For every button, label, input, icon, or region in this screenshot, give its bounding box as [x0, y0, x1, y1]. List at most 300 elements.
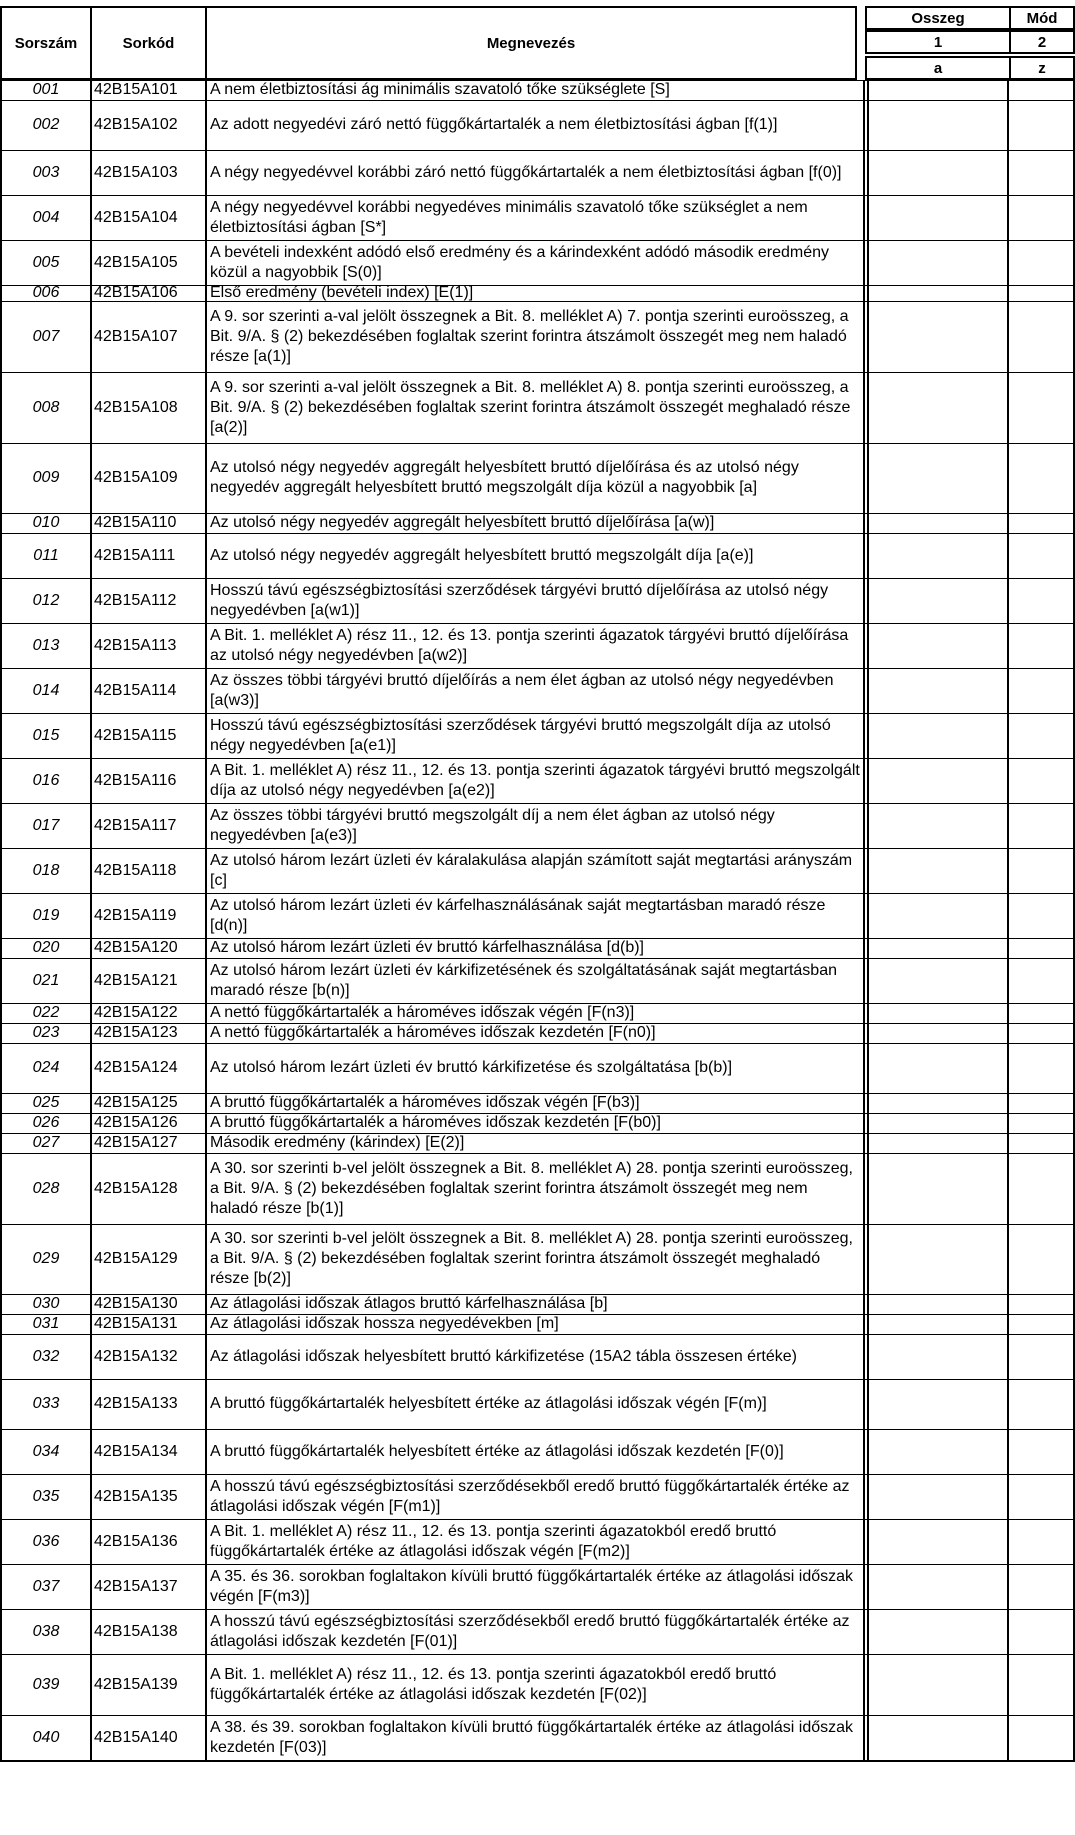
row-description: [207, 958, 865, 1003]
row-description: [207, 1153, 865, 1224]
row-divider: [0, 513, 1075, 514]
row-divider: [0, 195, 1075, 196]
row-mod-cell[interactable]: [1009, 623, 1075, 668]
row-description-text: A bruttó függőkártartalék a hároméves időszak kezdetén [F(b0)]: [210, 1114, 661, 1131]
row-mod-cell[interactable]: [1009, 150, 1075, 195]
row-description-text: A 38. és 39. sorokban foglaltakon kívüli bruttó függőkártartalék értéke az átlagolási időszak kezdetén [F(03)]: [210, 1718, 854, 1756]
row-description: [207, 623, 865, 668]
row-divider: [0, 668, 1075, 669]
row-description: [207, 1715, 865, 1760]
row-description-text: Az adott negyedévi záró nettó függőkártartalék a nem életbiztosítási ágban [f(1)]: [210, 116, 778, 133]
table-row: [0, 958, 1075, 1003]
row-osszeg-cell[interactable]: [867, 1294, 1009, 1314]
row-divider: [0, 1715, 1075, 1716]
row-code: 42B15A139: [92, 1654, 207, 1715]
table-row: [0, 938, 1075, 958]
row-description-text: A hosszú távú egészségbiztosítási szerződésekből eredő bruttó függőkártartalék értéke az átlagolási időszak végén [F(m1)]: [210, 1477, 850, 1515]
row-description: [207, 713, 865, 758]
row-code: 42B15A112: [92, 578, 207, 623]
row-number: 038: [0, 1609, 92, 1654]
row-description-text: A Bit. 1. melléklet A) rész 11., 12. és 13. pontja szerinti ágazatok tárgyévi bruttó díjelőírása az utolsó négy negyedévben [a(w2)]: [210, 626, 849, 664]
row-osszeg-cell[interactable]: [867, 1113, 1009, 1133]
row-mod-cell[interactable]: [1009, 1043, 1075, 1093]
row-osszeg-cell[interactable]: [867, 668, 1009, 713]
row-description-text: Az utolsó három lezárt üzleti év káralakulása alapján számított saját megtartási arányszám [c]: [210, 851, 853, 889]
row-mod-cell[interactable]: [1009, 1093, 1075, 1113]
table-row: [0, 372, 1075, 443]
row-divider: [0, 623, 1075, 624]
row-divider: [0, 713, 1075, 714]
row-number: 032: [0, 1334, 92, 1379]
row-description-text: A nettó függőkártartalék a hároméves időszak végén [F(n3)]: [210, 1004, 635, 1021]
row-code: 42B15A101: [92, 80, 207, 100]
row-number: 012: [0, 578, 92, 623]
row-number: 031: [0, 1314, 92, 1334]
table-row: [0, 1043, 1075, 1093]
row-description-text: Az átlagolási időszak helyesbített bruttó kárkifizetése (15A2 tábla összesen értéke): [210, 1347, 797, 1365]
row-description: [207, 1093, 865, 1113]
row-mod-cell[interactable]: [1009, 578, 1075, 623]
table-row: [0, 1334, 1075, 1379]
row-mod-cell[interactable]: [1009, 1379, 1075, 1429]
row-description-text: Az utolsó négy negyedév aggregált helyesbített bruttó megszolgált díja [a(e)]: [210, 546, 754, 564]
table-row: [0, 1133, 1075, 1153]
header-osszeg-num: 1: [865, 30, 1011, 54]
row-osszeg-cell[interactable]: [867, 938, 1009, 958]
row-mod-cell[interactable]: [1009, 758, 1075, 803]
row-mod-cell[interactable]: [1009, 443, 1075, 513]
row-code: 42B15A108: [92, 372, 207, 443]
table-row: [0, 1093, 1075, 1113]
row-description: [207, 1133, 865, 1153]
row-number: 039: [0, 1654, 92, 1715]
row-code: 42B15A113: [92, 623, 207, 668]
table-row: [0, 578, 1075, 623]
row-description: [207, 1564, 865, 1609]
row-divider: [0, 372, 1075, 373]
row-number: 002: [0, 100, 92, 150]
row-mod-cell[interactable]: [1009, 848, 1075, 893]
row-description: [207, 578, 865, 623]
table-row: [0, 443, 1075, 513]
row-description-text: Az utolsó három lezárt üzleti év bruttó kárfelhasználása [d(b)]: [210, 939, 644, 956]
row-description: [207, 668, 865, 713]
row-mod-cell[interactable]: [1009, 1564, 1075, 1609]
row-code: 42B15A104: [92, 195, 207, 240]
row-description-text: A nem életbiztosítási ág minimális szavatoló tőke szükséglete [S]: [210, 81, 670, 98]
row-code: 42B15A138: [92, 1609, 207, 1654]
row-description: [207, 938, 865, 958]
row-osszeg-cell[interactable]: [867, 513, 1009, 533]
row-mod-cell[interactable]: [1009, 513, 1075, 533]
row-mod-cell[interactable]: [1009, 1023, 1075, 1043]
row-code: 42B15A105: [92, 240, 207, 285]
row-number: 016: [0, 758, 92, 803]
table-row: [0, 1023, 1075, 1043]
row-mod-cell[interactable]: [1009, 938, 1075, 958]
row-description: [207, 1474, 865, 1519]
row-description: [207, 1003, 865, 1023]
row-description-text: A Bit. 1. melléklet A) rész 11., 12. és 13. pontja szerinti ágazatokból eredő bruttó függőkártartalék értéke az átlagolási időszak végén [F(m2)]: [210, 1522, 777, 1560]
row-divider: [0, 301, 1075, 302]
row-number: 020: [0, 938, 92, 958]
table-row: [0, 1519, 1075, 1564]
row-number: 006: [0, 285, 92, 301]
row-divider: [0, 1133, 1075, 1134]
row-mod-cell[interactable]: [1009, 713, 1075, 758]
row-mod-cell[interactable]: [1009, 80, 1075, 100]
row-osszeg-cell[interactable]: [867, 958, 1009, 1003]
row-mod-cell[interactable]: [1009, 1334, 1075, 1379]
row-description-text: A 35. és 36. sorokban foglaltakon kívüli bruttó függőkártartalék értéke az átlagolási időszak végén [F(m3)]: [210, 1567, 854, 1605]
row-divider: [0, 893, 1075, 894]
row-description: [207, 1654, 865, 1715]
row-code: 42B15A110: [92, 513, 207, 533]
row-mod-cell[interactable]: [1009, 668, 1075, 713]
table-row: [0, 803, 1075, 848]
row-number: 018: [0, 848, 92, 893]
row-code: 42B15A122: [92, 1003, 207, 1023]
row-number: 009: [0, 443, 92, 513]
row-osszeg-cell[interactable]: [867, 893, 1009, 938]
row-mod-cell[interactable]: [1009, 893, 1075, 938]
row-number: 005: [0, 240, 92, 285]
row-divider: [0, 1654, 1075, 1655]
row-osszeg-cell[interactable]: [867, 578, 1009, 623]
row-description: [207, 1314, 865, 1334]
row-description-text: A négy negyedévvel korábbi negyedéves minimális szavatoló tőke szükséglet a nem életbiztosítási ágban [S*]: [210, 198, 808, 236]
row-mod-cell[interactable]: [1009, 1654, 1075, 1715]
row-osszeg-cell[interactable]: [867, 713, 1009, 758]
row-description: [207, 803, 865, 848]
row-code: 42B15A103: [92, 150, 207, 195]
header-sorszam: Sorszám: [0, 6, 92, 80]
row-code: 42B15A120: [92, 938, 207, 958]
row-code: 42B15A116: [92, 758, 207, 803]
table-row: [0, 1153, 1075, 1224]
row-osszeg-cell[interactable]: [867, 240, 1009, 285]
row-description: [207, 1043, 865, 1093]
table-row: [0, 1003, 1075, 1023]
row-description: [207, 1519, 865, 1564]
table-row: [0, 848, 1075, 893]
row-description-text: A 30. sor szerinti b-vel jelölt összegnek a Bit. 8. melléklet A) 28. pontja szerinti euroösszeg, a Bit. 9/A. § (2) bekezdésében foglaltak szerint forintra átszámolt összegét meghaladó része [b(2)]: [210, 1230, 853, 1287]
row-mod-cell[interactable]: [1009, 1153, 1075, 1224]
row-osszeg-cell[interactable]: [867, 803, 1009, 848]
row-mod-cell[interactable]: [1009, 803, 1075, 848]
row-osszeg-cell[interactable]: [867, 623, 1009, 668]
row-osszeg-cell[interactable]: [867, 100, 1009, 150]
row-code: 42B15A129: [92, 1224, 207, 1294]
row-mod-cell[interactable]: [1009, 285, 1075, 301]
row-code: 42B15A109: [92, 443, 207, 513]
row-description-text: A négy negyedévvel korábbi záró nettó függőkártartalék a nem életbiztosítási ágban [f(0)]: [210, 163, 842, 181]
row-description-text: A Bit. 1. melléklet A) rész 11., 12. és 13. pontja szerinti ágazatok tárgyévi bruttó megszolgált díja az utolsó négy negyedévben [a(e2)]: [210, 761, 860, 799]
table-row: [0, 195, 1075, 240]
row-osszeg-cell[interactable]: [867, 1043, 1009, 1093]
table-row: [0, 533, 1075, 578]
row-code: 42B15A111: [92, 533, 207, 578]
table-row: [0, 301, 1075, 372]
row-number: 029: [0, 1224, 92, 1294]
row-osszeg-cell[interactable]: [867, 301, 1009, 372]
row-description: [207, 195, 865, 240]
row-description-text: A 30. sor szerinti b-vel jelölt összegnek a Bit. 8. melléklet A) 28. pontja szerinti euroösszeg, a Bit. 9/A. § (2) bekezdésében foglaltak szerint forintra átszámolt összegét meg nem haladó része [b(1)]: [210, 1159, 853, 1217]
row-description: [207, 80, 865, 100]
row-number: 024: [0, 1043, 92, 1093]
row-code: 42B15A102: [92, 100, 207, 150]
row-number: 035: [0, 1474, 92, 1519]
row-divider: [0, 1294, 1075, 1295]
row-code: 42B15A118: [92, 848, 207, 893]
row-description-text: A nettó függőkártartalék a hároméves időszak kezdetén [F(n0)]: [210, 1024, 656, 1041]
table-row: [0, 1113, 1075, 1133]
row-code: 42B15A115: [92, 713, 207, 758]
row-description-text: A bruttó függőkártartalék helyesbített értéke az átlagolási időszak kezdetén [F(0)]: [210, 1442, 784, 1460]
row-divider: [0, 1519, 1075, 1520]
table-row: [0, 623, 1075, 668]
row-mod-cell[interactable]: [1009, 1474, 1075, 1519]
row-number: 021: [0, 958, 92, 1003]
row-description: [207, 1023, 865, 1043]
row-osszeg-cell[interactable]: [867, 150, 1009, 195]
table-row: [0, 240, 1075, 285]
row-divider: [0, 240, 1075, 241]
row-divider: [0, 938, 1075, 939]
row-number: 014: [0, 668, 92, 713]
table-header: [0, 0, 1075, 80]
table-row: [0, 668, 1075, 713]
row-osszeg-cell[interactable]: [867, 1003, 1009, 1023]
row-number: 003: [0, 150, 92, 195]
row-osszeg-cell[interactable]: [867, 848, 1009, 893]
row-osszeg-cell[interactable]: [867, 1153, 1009, 1224]
row-osszeg-cell[interactable]: [867, 372, 1009, 443]
row-description: [207, 513, 865, 533]
row-mod-cell[interactable]: [1009, 1224, 1075, 1294]
header-osszeg: Osszeg: [865, 6, 1011, 30]
row-divider: [0, 758, 1075, 759]
row-divider: [0, 285, 1075, 286]
row-description-text: Hosszú távú egészségbiztosítási szerződések tárgyévi bruttó megszolgált díja az utolsó négy negyedévben [a(e1)]: [210, 716, 831, 754]
row-mod-cell[interactable]: [1009, 1314, 1075, 1334]
row-mod-cell[interactable]: [1009, 1519, 1075, 1564]
row-number: 015: [0, 713, 92, 758]
row-divider: [0, 1314, 1075, 1315]
row-description-text: Második eredmény (kárindex) [E(2)]: [210, 1134, 465, 1151]
row-osszeg-cell[interactable]: [867, 1314, 1009, 1334]
table-row: [0, 513, 1075, 533]
row-divider: [0, 533, 1075, 534]
row-osszeg-cell[interactable]: [867, 1429, 1009, 1474]
row-mod-cell[interactable]: [1009, 100, 1075, 150]
row-code: 42B15A125: [92, 1093, 207, 1113]
row-osszeg-cell[interactable]: [867, 1564, 1009, 1609]
row-mod-cell[interactable]: [1009, 1003, 1075, 1023]
row-number: 030: [0, 1294, 92, 1314]
row-divider: [0, 1334, 1075, 1335]
row-description: [207, 1379, 865, 1429]
row-number: 027: [0, 1133, 92, 1153]
row-description: [207, 1224, 865, 1294]
row-osszeg-cell[interactable]: [867, 1379, 1009, 1429]
row-number: 019: [0, 893, 92, 938]
row-osszeg-cell[interactable]: [867, 758, 1009, 803]
row-osszeg-cell[interactable]: [867, 1654, 1009, 1715]
table-row: [0, 758, 1075, 803]
row-code: 42B15A117: [92, 803, 207, 848]
row-code: 42B15A106: [92, 285, 207, 301]
row-number: 010: [0, 513, 92, 533]
row-mod-cell[interactable]: [1009, 195, 1075, 240]
table-row: [0, 1564, 1075, 1609]
row-mod-cell[interactable]: [1009, 1294, 1075, 1314]
row-description-text: Az utolsó négy negyedév aggregált helyesbített bruttó díjelőírása és az utolsó négy negyedév aggregált helyesbített bruttó megszolgált díja közül a nagyobbik [a]: [210, 459, 799, 496]
row-divider: [0, 1153, 1075, 1154]
row-mod-cell[interactable]: [1009, 1113, 1075, 1133]
header-osszeg-letter: a: [865, 56, 1011, 80]
header-sorkod: Sorkód: [90, 6, 207, 80]
row-description-text: A bevételi indexként adódó első eredmény és a kárindexként adódó második eredmény közül a nagyobbik [S(0)]: [210, 243, 830, 281]
row-description-text: Az összes többi tárgyévi bruttó díjelőírás a nem élet ágban az utolsó négy negyedévben [a(w3)]: [210, 671, 834, 709]
row-osszeg-cell[interactable]: [867, 533, 1009, 578]
row-number: 037: [0, 1564, 92, 1609]
row-description-text: Az utolsó négy negyedév aggregált helyesbített bruttó díjelőírása [a(w)]: [210, 514, 715, 531]
row-code: 42B15A137: [92, 1564, 207, 1609]
row-number: 034: [0, 1429, 92, 1474]
row-mod-cell[interactable]: [1009, 958, 1075, 1003]
table-row: [0, 1654, 1075, 1715]
row-mod-cell[interactable]: [1009, 1715, 1075, 1760]
row-description: [207, 372, 865, 443]
row-osszeg-cell[interactable]: [867, 80, 1009, 100]
row-description-text: A hosszú távú egészségbiztosítási szerződésekből eredő bruttó függőkártartalék értéke az átlagolási időszak kezdetén [F(01)]: [210, 1612, 850, 1650]
row-osszeg-cell[interactable]: [867, 1519, 1009, 1564]
row-description-text: A bruttó függőkártartalék a hároméves időszak végén [F(b3)]: [210, 1094, 640, 1111]
row-code: 42B15A114: [92, 668, 207, 713]
row-code: 42B15A124: [92, 1043, 207, 1093]
row-number: 004: [0, 195, 92, 240]
row-osszeg-cell[interactable]: [867, 1474, 1009, 1519]
table-row: [0, 150, 1075, 195]
row-osszeg-cell[interactable]: [867, 443, 1009, 513]
row-description-text: Hosszú távú egészségbiztosítási szerződések tárgyévi bruttó díjelőírása az utolsó négy negyedévben [a(w1)]: [210, 581, 829, 619]
row-osszeg-cell[interactable]: [867, 285, 1009, 301]
row-divider: [0, 150, 1075, 151]
row-mod-cell[interactable]: [1009, 533, 1075, 578]
table-row: [0, 1379, 1075, 1429]
header-mod-num: 2: [1009, 30, 1075, 54]
row-description: [207, 1609, 865, 1654]
row-description: [207, 848, 865, 893]
row-divider: [0, 1093, 1075, 1094]
row-divider: [0, 1023, 1075, 1024]
row-osszeg-cell[interactable]: [867, 195, 1009, 240]
row-description-text: Az átlagolási időszak átlagos bruttó kárfelhasználása [b]: [210, 1295, 608, 1312]
row-description: [207, 1429, 865, 1474]
row-number: 028: [0, 1153, 92, 1224]
row-code: 42B15A136: [92, 1519, 207, 1564]
row-code: 42B15A121: [92, 958, 207, 1003]
row-code: 42B15A133: [92, 1379, 207, 1429]
row-code: 42B15A130: [92, 1294, 207, 1314]
row-osszeg-cell[interactable]: [867, 1133, 1009, 1153]
row-divider: [0, 578, 1075, 579]
row-description-text: A 9. sor szerinti a-val jelölt összegnek a Bit. 8. melléklet A) 7. pontja szerinti euroösszeg, a Bit. 9/A. § (2) bekezdésében foglaltak szerint forintra átszámolt összegét meg nem haladó része [a(1)]: [210, 307, 849, 365]
row-description: [207, 150, 865, 195]
row-divider: [0, 958, 1075, 959]
row-code: 42B15A126: [92, 1113, 207, 1133]
row-code: 42B15A132: [92, 1334, 207, 1379]
row-mod-cell[interactable]: [1009, 1609, 1075, 1654]
row-number: 023: [0, 1023, 92, 1043]
row-osszeg-cell[interactable]: [867, 1093, 1009, 1113]
row-number: 007: [0, 301, 92, 372]
row-description: [207, 758, 865, 803]
row-osszeg-cell[interactable]: [867, 1609, 1009, 1654]
row-osszeg-cell[interactable]: [867, 1224, 1009, 1294]
row-code: 42B15A123: [92, 1023, 207, 1043]
row-osszeg-cell[interactable]: [867, 1715, 1009, 1760]
table-row: [0, 1314, 1075, 1334]
row-divider: [0, 1379, 1075, 1380]
row-description: [207, 533, 865, 578]
row-number: 008: [0, 372, 92, 443]
row-mod-cell[interactable]: [1009, 1133, 1075, 1153]
row-divider: [0, 100, 1075, 101]
row-mod-cell[interactable]: [1009, 372, 1075, 443]
table-row: [0, 713, 1075, 758]
row-description-text: Az összes többi tárgyévi bruttó megszolgált díj a nem élet ágban az utolsó négy negyedévben [a(e3)]: [210, 806, 775, 844]
row-number: 017: [0, 803, 92, 848]
header-mod-letter: z: [1009, 56, 1075, 80]
row-mod-cell[interactable]: [1009, 1429, 1075, 1474]
table-row: [0, 1474, 1075, 1519]
row-code: 42B15A135: [92, 1474, 207, 1519]
row-description: [207, 285, 865, 301]
row-code: 42B15A134: [92, 1429, 207, 1474]
table-bottom-border: [0, 1760, 1075, 1762]
table-row: [0, 1609, 1075, 1654]
row-number: 026: [0, 1113, 92, 1133]
row-description-text: Első eredmény (bevételi index) [E(1)]: [210, 284, 474, 301]
row-description: [207, 893, 865, 938]
row-description: [207, 100, 865, 150]
row-code: 42B15A119: [92, 893, 207, 938]
row-number: 022: [0, 1003, 92, 1023]
row-code: 42B15A128: [92, 1153, 207, 1224]
row-divider: [0, 1474, 1075, 1475]
row-divider: [0, 443, 1075, 444]
header-mod: Mód: [1009, 6, 1075, 30]
row-number: 040: [0, 1715, 92, 1760]
row-description-text: A Bit. 1. melléklet A) rész 11., 12. és 13. pontja szerinti ágazatokból eredő bruttó függőkártartalék értéke az átlagolási időszak kezdetén [F(02)]: [210, 1665, 777, 1703]
row-divider: [0, 1224, 1075, 1225]
row-description: [207, 443, 865, 513]
table-row: [0, 80, 1075, 100]
row-description: [207, 301, 865, 372]
row-osszeg-cell[interactable]: [867, 1023, 1009, 1043]
table-row: [0, 285, 1075, 301]
row-mod-cell[interactable]: [1009, 240, 1075, 285]
row-mod-cell[interactable]: [1009, 301, 1075, 372]
row-divider: [0, 1429, 1075, 1430]
row-description: [207, 1334, 865, 1379]
header-megnevezes: Megnevezés: [205, 6, 857, 80]
row-number: 025: [0, 1093, 92, 1113]
row-description: [207, 240, 865, 285]
row-osszeg-cell[interactable]: [867, 1334, 1009, 1379]
